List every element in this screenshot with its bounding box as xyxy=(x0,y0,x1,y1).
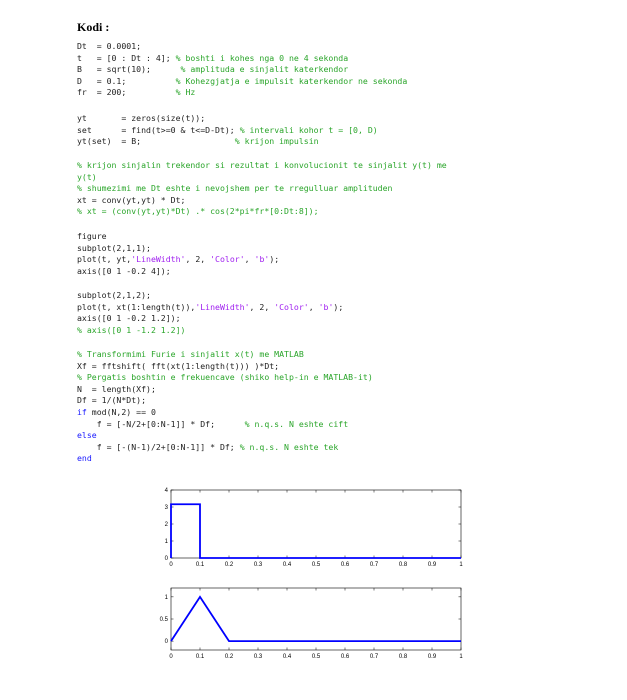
code-block-plot1 xyxy=(77,231,279,277)
code-line-subplot1: subplot(2,1,1); xyxy=(77,242,151,253)
x-tick-label: 0.1 xyxy=(195,654,205,660)
code-block-impulse xyxy=(77,113,378,148)
y-tick-label: 0 xyxy=(164,639,168,646)
code-block-convolution xyxy=(77,160,447,218)
code-line-end: end xyxy=(77,453,92,464)
code-line-if: if mod(N,2) == 0 xyxy=(77,406,156,417)
x-tick-label: 0.7 xyxy=(369,562,379,568)
comment-fr: % Hz xyxy=(175,87,196,98)
code-line-b: B = sqrt(10); xyxy=(77,64,151,75)
x-tick-label: 0.5 xyxy=(311,562,321,568)
x-tick-label: 1 xyxy=(459,562,463,568)
code-block-plot2 xyxy=(77,290,343,336)
x-tick-label: 0.8 xyxy=(398,654,408,660)
code-line-fr: fr = 200; xyxy=(77,87,127,98)
comment-odd: % n.q.s. N eshte tek xyxy=(239,441,339,452)
comment-fourier: % Transformimi Furie i sinjalit x(t) me MATLAB xyxy=(77,349,304,359)
y-tick-label: 0.5 xyxy=(159,617,168,623)
x-tick-label: 0.5 xyxy=(311,654,321,660)
x-tick-label: 0.2 xyxy=(224,654,234,660)
comment-t: % boshti i kohes nga 0 ne 4 sekonda xyxy=(175,52,349,63)
code-line-d: D = 0.1; xyxy=(77,75,127,86)
code-line-n: N = length(Xf); xyxy=(77,383,156,394)
y-tick-label: 1 xyxy=(164,594,168,601)
comment-triangle-1b: y(t) xyxy=(77,171,97,182)
x-tick-label: 1 xyxy=(459,654,463,660)
code-line-subplot2: subplot(2,1,2); xyxy=(77,290,151,300)
comment-ytset: % krijon impulsin xyxy=(234,136,319,147)
x-tick-label: 0.7 xyxy=(369,654,379,660)
comment-d: % Kohezgjatja e impulsit katerkendor ne sekonda xyxy=(175,75,408,86)
x-tick-label: 0.3 xyxy=(253,654,263,660)
comment-triangle-1: % krijon sinjalin trekendor si rezultat i konvolucionit te sinjalit y(t) me xyxy=(77,160,447,170)
y-tick-label: 4 xyxy=(164,488,168,494)
code-line-t: t = [0 : Dt : 4]; xyxy=(77,52,171,63)
comment-amplitude: % shumezimi me Dt eshte i nevojshem per te rregulluar amplituden xyxy=(77,183,393,194)
comment-freq-axis: % Pergatis boshtin e frekuencave (shiko help-in e MATLAB-it) xyxy=(77,372,373,383)
code-line-f-odd: f = [-(N-1)/2+[0:N-1]] * Df; xyxy=(77,441,235,452)
code-line-else: else xyxy=(77,430,97,441)
x-tick-label: 0.9 xyxy=(427,562,437,568)
code-line-axis2: axis([0 1 -0.2 1.2]); xyxy=(77,313,181,324)
code-line-set: set = find(t>=0 & t<=D-Dt); xyxy=(77,124,235,135)
x-tick-label: 0.6 xyxy=(340,654,350,660)
code-line-xf: Xf = fftshift( fft(xt(1:length(t))) )*Dt; xyxy=(77,360,280,371)
comment-set: % intervali kohor t = [0, D) xyxy=(239,124,378,135)
comment-xt-alt: % xt = (conv(yt,yt)*Dt) .* cos(2*pi*fr*[0:Dt:8]); xyxy=(77,206,319,217)
x-tick-label: 0.4 xyxy=(282,562,292,568)
code-line-ytset: yt(set) = B; xyxy=(77,136,142,147)
code-line-figure: figure xyxy=(77,231,107,241)
x-tick-label: 0.4 xyxy=(282,654,292,660)
y-tick-label: 0 xyxy=(164,556,168,562)
x-tick-label: 0.9 xyxy=(427,654,437,660)
comment-b: % amplituda e sinjalit katerkendor xyxy=(180,64,349,75)
code-line-plot1: plot(t, yt,'LineWidth', 2, 'Color', 'b'); xyxy=(77,254,280,265)
y-tick-label: 2 xyxy=(164,522,168,528)
code-line-xt: xt = conv(yt,yt) * Dt; xyxy=(77,194,186,205)
x-tick-label: 0.6 xyxy=(340,562,350,568)
pulse-plot xyxy=(150,484,480,574)
code-line-dt: Dt = 0.0001; xyxy=(77,41,142,51)
triangle-plot xyxy=(150,584,480,664)
x-tick-label: 0.8 xyxy=(398,562,408,568)
code-line-f-even: f = [-N/2+[0:N-1]] * Df; xyxy=(77,418,216,429)
x-tick-label: 0 xyxy=(169,562,173,568)
x-tick-label: 0.1 xyxy=(195,562,205,568)
y-tick-label: 1 xyxy=(164,539,168,545)
y-tick-label: 3 xyxy=(164,505,168,511)
plot-frame xyxy=(171,490,461,558)
document-heading: Kodi : xyxy=(77,20,110,34)
code-line-plot2: plot(t, xt(1:length(t)),'LineWidth', 2, 'Color', 'b'); xyxy=(77,301,344,312)
code-line-df: Df = 1/(N*Dt); xyxy=(77,395,147,406)
code-line-axis1: axis([0 1 -0.2 4]); xyxy=(77,265,171,276)
code-line-yt: yt = zeros(size(t)); xyxy=(77,113,206,123)
code-block-fourier xyxy=(77,349,373,465)
code-block-parameters xyxy=(77,41,407,99)
comment-even: % n.q.s. N eshte cift xyxy=(244,418,349,429)
x-tick-label: 0.2 xyxy=(224,562,234,568)
comment-axis2: % axis([0 1 -1.2 1.2]) xyxy=(77,324,186,335)
x-tick-label: 0.3 xyxy=(253,562,263,568)
x-tick-label: 0 xyxy=(169,654,173,660)
